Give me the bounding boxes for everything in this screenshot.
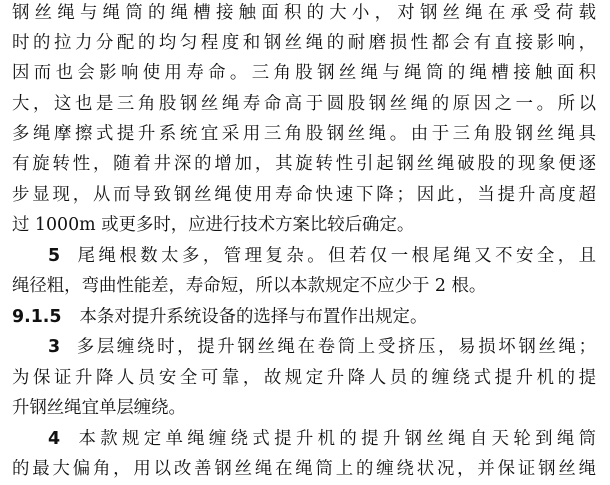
item-number: 3 xyxy=(48,337,61,357)
text-line: 因而也会影响使用寿命。三角股钢丝绳与绳筒的绳槽接触面积 xyxy=(12,63,596,83)
item-text: 多层缠绕时，提升钢丝绳在卷筒上受挤压，易损坏钢丝绳； xyxy=(74,337,596,357)
text-line: 时的拉力分配的均匀程度和钢丝绳的耐磨损性都会有直接影响， xyxy=(12,33,596,53)
list-item-4 xyxy=(48,424,596,454)
text-line: 有旋转性，随着井深的增加，其旋转性引起钢丝绳破股的现象便逐 xyxy=(12,154,596,174)
text-line: 过 1000m 或更多时，应进行技术方案比较后确定。 xyxy=(12,215,415,235)
text-line: 多绳摩擦式提升系统宜采用三角股钢丝绳。由于三角股钢丝绳具 xyxy=(12,124,596,144)
item-number: 4 xyxy=(48,429,61,449)
text-line: 大，这也是三角股钢丝绳寿命高于圆股钢丝绳的原因之一。所以 xyxy=(12,94,596,114)
item-text: 尾绳根数太多，管理复杂。但若仅一根尾绳又不安全，且 xyxy=(74,246,596,266)
section-number: 9.1.5 xyxy=(12,307,62,327)
item-text: 本款规定单绳缠绕式提升机的提升钢丝绳自天轮到绳筒 xyxy=(74,429,596,449)
text-line: 升钢丝绳宜单层缠绕。 xyxy=(12,398,186,418)
item-number: 5 xyxy=(48,246,61,266)
text-line: 绳径粗，弯曲性能差，寿命短，所以本款规定不应少于 2 根。 xyxy=(12,276,487,296)
text-line: 为保证升降人员安全可靠，故规定升降人员的缠绕式提升机的提 xyxy=(12,368,596,388)
list-item-5 xyxy=(48,241,596,271)
text-line: 步显现，从而导致钢丝绳使用寿命快速下降；因此，当提升高度超 xyxy=(12,185,596,205)
section-text: 本条对提升系统设备的选择与布置作出规定。 xyxy=(79,307,428,327)
section-heading xyxy=(12,302,596,332)
list-item-3 xyxy=(48,332,596,362)
text-line: 的最大偏角，用以改善钢丝绳在绳筒上的缠绕状况，并保证钢丝绳 xyxy=(12,459,596,479)
text-line: 钢丝绳与绳筒的绳槽接触面积的大小，对钢丝绳在承受荷载 xyxy=(12,3,596,23)
